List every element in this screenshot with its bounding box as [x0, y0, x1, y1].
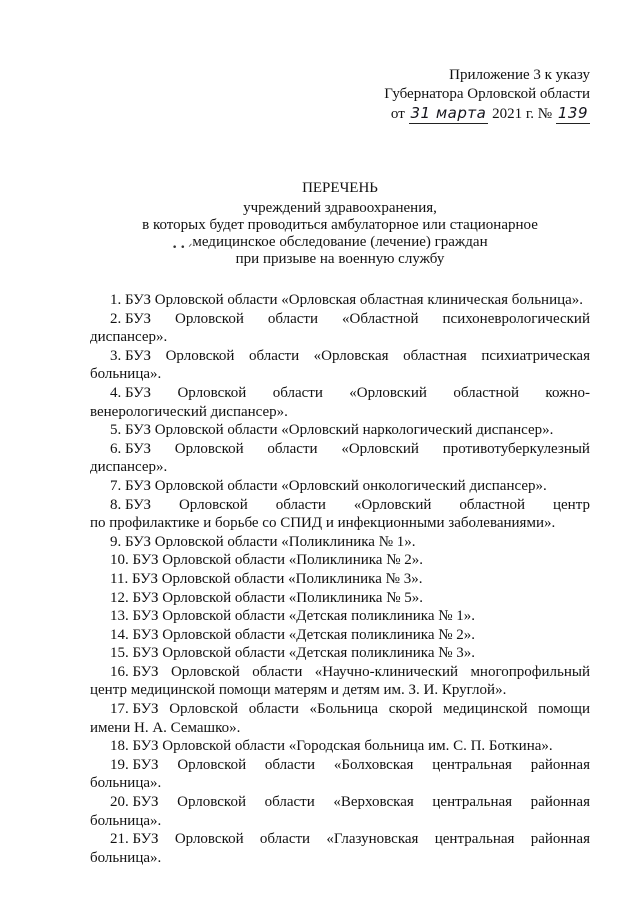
list-item-word: Орловской: [169, 701, 239, 718]
list-item: 7. БУЗ Орловской области «Орловский онкологический диспансер».: [110, 477, 547, 494]
list-item-word: районная: [530, 756, 590, 773]
list-item-word: 17. БУЗ: [110, 701, 159, 718]
list-item-word: 3. БУЗ: [110, 347, 152, 364]
list-item-word: Орловской: [165, 347, 235, 364]
list-item: [90, 700, 590, 737]
list-item-first-line: [90, 440, 590, 459]
list-item-word: области: [264, 794, 315, 811]
list-item-word: области: [264, 756, 316, 773]
list-item-continuation: диспансер».: [90, 459, 168, 476]
list-item: 12. БУЗ Орловской области «Поликлиника № 5».: [110, 589, 424, 606]
list-item-word: областной: [453, 384, 519, 401]
list-item: [90, 440, 590, 477]
title-line-2: в которых будет проводиться амбулаторное или стационарное: [142, 217, 538, 233]
list-item-word: скорой: [388, 701, 433, 718]
appendix-line: Приложение 3 к указу: [449, 67, 590, 83]
title-line-3: медицинское обследование (лечение) граждан: [192, 234, 488, 250]
list-item-first-line: [90, 663, 590, 682]
list-item-continuation: по профилактике и борьбе со СПИД и инфекционными заболеваниями».: [90, 515, 556, 532]
list-item-first-line: [90, 756, 590, 775]
list-item-word: области: [267, 440, 318, 457]
list-item-word: районная: [530, 794, 590, 811]
list-item-word: психоневрологический: [442, 310, 590, 327]
list-item: 5. БУЗ Орловской области «Орловский наркологический диспансер».: [110, 422, 554, 439]
institution-list: [90, 291, 590, 867]
list-item-first-line: [90, 830, 590, 849]
list-item-continuation: имени Н. А. Семашко».: [90, 719, 241, 736]
list-item: [90, 756, 590, 793]
handwritten-date: 31 марта: [410, 104, 487, 122]
list-item-word: «Орловский: [349, 384, 427, 401]
list-item-word: области: [275, 496, 326, 513]
date-line: [340, 104, 590, 124]
list-item: 18. БУЗ Орловской области «Городская больница им. С. П. Боткина».: [110, 738, 553, 755]
list-item-word: области: [248, 701, 299, 718]
list-item-word: «Глазуновская: [326, 831, 419, 848]
list-item-word: районная: [530, 831, 590, 848]
list-item-word: Орловской: [174, 831, 244, 848]
list-item: 15. БУЗ Орловской области «Детская поликлиника № 3».: [110, 645, 476, 662]
list-item: 13. БУЗ Орловской области «Детская поликлиника № 1».: [110, 608, 476, 625]
list-item-word: психиатрическая: [481, 347, 590, 364]
list-item-word: «Верховская: [333, 794, 414, 811]
list-item-word: Орловской: [177, 794, 246, 811]
list-item-word: 4. БУЗ: [110, 384, 152, 401]
list-item: 1. БУЗ Орловской области «Орловская областная клиническая больница».: [110, 292, 584, 308]
list-item-word: центр: [553, 496, 590, 513]
date-prefix: от: [390, 106, 405, 122]
list-item: [90, 830, 590, 867]
list-item-word: Орловской: [177, 384, 247, 401]
list-item-word: «Больница: [309, 701, 379, 718]
list-item-word: «Областной: [342, 310, 419, 327]
list-item-first-line: [90, 496, 590, 515]
list-item-word: кожно-: [545, 384, 590, 401]
list-item-continuation: диспансер».: [90, 329, 168, 346]
list-item-first-line: [90, 347, 590, 366]
list-item-word: медицинской: [443, 701, 528, 718]
title-heading: ПЕРЕЧЕНЬ: [302, 180, 378, 196]
title-line-1: учреждений здравоохранения,: [243, 200, 437, 216]
list-item-word: «Орловская: [313, 347, 389, 364]
list-item-first-line: [90, 793, 590, 812]
handwritten-number: 139: [557, 104, 588, 122]
list-item-word: областной: [459, 496, 526, 513]
list-item-word: «Орловский: [353, 496, 432, 513]
list-item-word: Орловской: [175, 310, 244, 327]
document-title: [90, 180, 590, 268]
list-item-first-line: [90, 310, 590, 329]
number-sign: №: [537, 106, 553, 122]
list-item-word: «Орловский: [341, 440, 419, 457]
list-item: [90, 793, 590, 830]
list-item-word: 2. БУЗ: [110, 310, 152, 327]
list-item: [90, 496, 590, 533]
list-item-word: центральная: [432, 794, 513, 811]
list-item-first-line: [90, 700, 590, 719]
list-item-word: «Болховская: [333, 756, 414, 773]
date-year: 2021 г.: [492, 106, 535, 122]
list-item-continuation: больница».: [90, 849, 162, 866]
list-item: [90, 384, 590, 421]
list-item-word: области: [272, 384, 323, 401]
list-item: 14. БУЗ Орловской области «Детская поликлиника № 2».: [110, 626, 476, 643]
governor-line: Губернатора Орловской области: [384, 86, 590, 102]
list-item-continuation: больница».: [90, 366, 162, 383]
scan-speck: • • ᐟ: [172, 243, 193, 253]
list-item-word: Орловской: [177, 756, 247, 773]
list-item-word: Орловской: [178, 496, 248, 513]
list-item-word: области: [252, 663, 303, 680]
list-item: [90, 663, 590, 700]
list-item-word: области: [248, 347, 300, 364]
list-item-word: области: [267, 310, 319, 327]
list-item-continuation: венерологический диспансер».: [90, 403, 288, 420]
list-item: 10. БУЗ Орловской области «Поликлиника № 2».: [110, 552, 424, 569]
list-item-word: «Научно-клинический: [314, 663, 459, 680]
list-item-word: центральная: [432, 756, 512, 773]
list-item-word: центральная: [434, 831, 515, 848]
list-item-word: 20. БУЗ: [110, 794, 159, 811]
list-item-word: областная: [403, 347, 467, 364]
list-item-word: 21. БУЗ: [110, 831, 159, 848]
list-item: 9. БУЗ Орловской области «Поликлиника № 1».: [110, 533, 416, 550]
list-item-word: 8. БУЗ: [110, 496, 152, 513]
list-item-word: 16. БУЗ: [110, 663, 159, 680]
list-item-word: 19. БУЗ: [110, 756, 159, 773]
list-item-word: противотуберкулезный: [442, 440, 590, 457]
list-item-continuation: центр медицинской помощи матерям и детям им. З. И. Круглой».: [90, 682, 507, 699]
list-item: [90, 347, 590, 384]
list-item-first-line: [90, 384, 590, 403]
list-item-word: Орловской: [174, 440, 244, 457]
list-item-word: Орловской: [170, 663, 240, 680]
list-item-word: 6. БУЗ: [110, 440, 152, 457]
list-item-continuation: больница».: [90, 775, 162, 792]
list-item: 11. БУЗ Орловской области «Поликлиника № 3».: [110, 570, 423, 587]
list-item-continuation: больница».: [90, 812, 162, 829]
list-item-word: многопрофильный: [470, 663, 590, 680]
list-item-word: помощи: [538, 701, 590, 718]
list-item: [90, 310, 590, 347]
appendix-header: [340, 66, 590, 124]
list-item-word: области: [259, 831, 311, 848]
title-line-4: при призыве на военную службу: [235, 251, 445, 267]
